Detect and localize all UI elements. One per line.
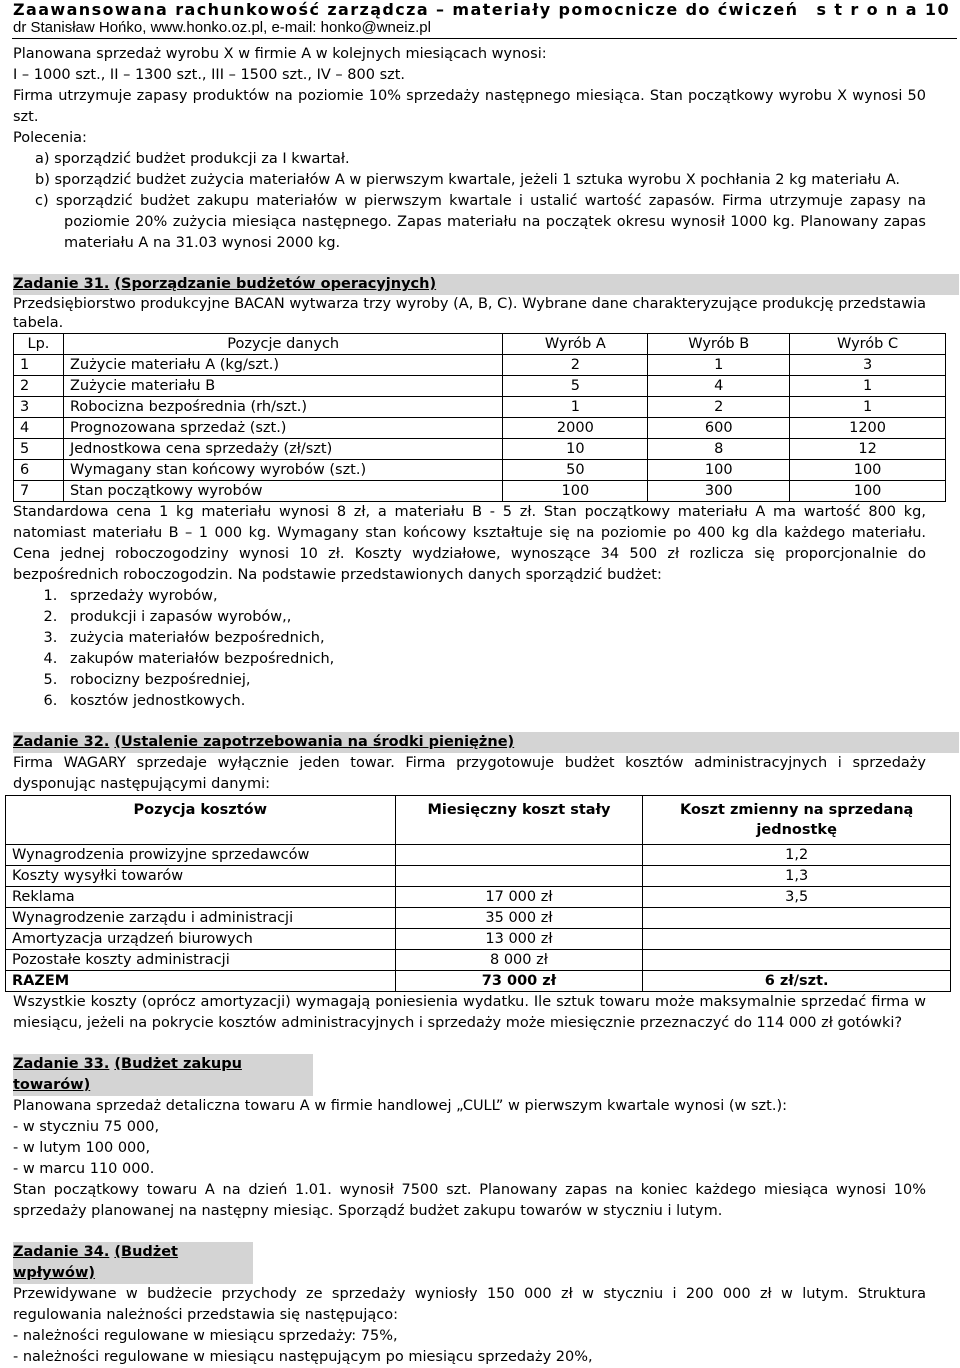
- col-header: Wyrób C: [790, 334, 946, 355]
- task-b: b) sporządzić budżet zużycia materiałów A w pierwszym kwartale, jeżeli 1 sztuka wyrobu X pochłania 2 kg materiału A.: [35, 172, 900, 188]
- table-cell: Prognozowana sprzedaż (szt.): [63, 418, 503, 439]
- table-row: [14, 481, 946, 502]
- table-header-row: [14, 334, 946, 355]
- list-item: - w lutym 100 000,: [13, 1140, 151, 1156]
- table-cell: Wynagrodzenie zarządu i administracji: [6, 908, 396, 929]
- table-cell: Amortyzacja urządzeń biurowych: [6, 929, 396, 950]
- table-cell: 300: [648, 481, 790, 502]
- table-total-row: [6, 971, 951, 992]
- table-cell: Koszty wysyłki towarów: [6, 866, 396, 887]
- table-cell: Zużycie materiału A (kg/szt.): [63, 355, 503, 376]
- table-header-row: [6, 796, 951, 845]
- z33-heading: [13, 1054, 313, 1096]
- z34-intro: Przewidywane w budżecie przychody ze sprzedaży wyniosły 150 000 zł w styczniu i 200 000 zł w lutym. Struktura regulowania należności przedstawia się następująco:: [13, 1286, 926, 1323]
- table-row: [14, 439, 946, 460]
- z32-title: (Ustalenie zapotrzebowania na środki pieniężne): [114, 734, 515, 750]
- table-cell: 3,5: [643, 887, 951, 908]
- list-item: 1. sprzedaży wyrobów,: [62, 586, 926, 607]
- table-cell: 2: [14, 376, 64, 397]
- list-item: - w marcu 110 000.: [13, 1161, 155, 1177]
- table-row: [6, 887, 951, 908]
- z31-budget-list: [13, 586, 926, 712]
- table-cell: 35 000 zł: [395, 908, 643, 929]
- table-cell: 100: [790, 481, 946, 502]
- intro-line-1: Planowana sprzedaż wyrobu X w firmie A w kolejnych miesiącach wynosi:: [13, 46, 547, 62]
- page-number: s t r o n a 10: [816, 0, 950, 19]
- header-divider: [12, 38, 957, 39]
- table-row: [6, 929, 951, 950]
- z33-intro: Planowana sprzedaż detaliczna towaru A w firmie handlowej „CULL” w pierwszym kwartale wynosi (w szt.):: [13, 1098, 788, 1114]
- table-cell: 73 000 zł: [395, 971, 643, 992]
- table-cell: Zużycie materiału B: [63, 376, 503, 397]
- task-c: c) sporządzić budżet zakupu materiałów w pierwszym kwartale i ustalić wartość zapasów. Firma utrzymuje zapasy na poziomie 20% zużycia miesiąca następnego. Zapas materiału na początek okresu wynosił 1000 kg. Planowany zapas materiału A na 31.03 wynosi 2000 kg.: [35, 193, 926, 251]
- table-cell: 2000: [503, 418, 648, 439]
- table-cell: [643, 908, 951, 929]
- table-row: [14, 355, 946, 376]
- table-cell: 4: [648, 376, 790, 397]
- table-cell: 8: [648, 439, 790, 460]
- table-row: [6, 866, 951, 887]
- table-cell: 13 000 zł: [395, 929, 643, 950]
- col-header: Pozycje danych: [63, 334, 503, 355]
- intro-paragraph: Firma utrzymuje zapasy produktów na poziomie 10% sprzedaży następnego miesiąca. Stan początkowy wyrobu X wynosi 50 szt.: [13, 88, 926, 125]
- table-cell: 4: [14, 418, 64, 439]
- table-cell: RAZEM: [6, 971, 396, 992]
- table-cell: Wymagany stan końcowy wyrobów (szt.): [63, 460, 503, 481]
- table-cell: 3: [790, 355, 946, 376]
- col-header: Lp.: [14, 334, 64, 355]
- intro-line-2: I – 1000 szt., II – 1300 szt., III – 1500 szt., IV – 800 szt.: [13, 67, 406, 83]
- table-cell: 100: [503, 481, 648, 502]
- table-cell: [395, 845, 643, 866]
- table-cell: [643, 929, 951, 950]
- z32-intro: Firma WAGARY sprzedaje wyłącznie jeden towar. Firma przygotowuje budżet kosztów administracyjnych i sprzedaży dysponując następującymi danymi:: [13, 755, 926, 792]
- table-cell: Stan początkowy wyrobów: [63, 481, 503, 502]
- z33-label: Zadanie 33.: [13, 1056, 110, 1072]
- list-item: 6. kosztów jednostkowych.: [62, 691, 926, 712]
- list-item: 5. robocizny bezpośredniej,: [62, 670, 926, 691]
- col-header: Koszt zmienny na sprzedaną jednostkę: [643, 796, 951, 845]
- table-row: [14, 418, 946, 439]
- z33-paragraph: Stan początkowy towaru A na dzień 1.01. wynosił 7500 szt. Planowany zapas na koniec każdego miesiąca wynosi 10% sprzedaży planowanej na następny miesiąc. Sporządź budżet zakupu towarów w styczniu i lutym.: [13, 1182, 926, 1219]
- z32-table: [5, 795, 951, 992]
- table-cell: [643, 950, 951, 971]
- z31-label: Zadanie 31.: [13, 276, 110, 292]
- table-cell: 10: [503, 439, 648, 460]
- table-cell: 3: [14, 397, 64, 418]
- table-cell: 17 000 zł: [395, 887, 643, 908]
- table-cell: Pozostałe koszty administracji: [6, 950, 396, 971]
- col-header: Wyrób B: [648, 334, 790, 355]
- table-row: [6, 845, 951, 866]
- z34-heading: [13, 1242, 253, 1284]
- list-item: 4. zakupów materiałów bezpośrednich,: [62, 649, 926, 670]
- list-item: - w styczniu 75 000,: [13, 1119, 160, 1135]
- list-item: - należności regulowane w miesiącu następującym po miesiącu sprzedaży 20%,: [13, 1349, 593, 1365]
- table-row: [14, 376, 946, 397]
- z31-title: (Sporządzanie budżetów operacyjnych): [114, 276, 437, 292]
- table-cell: 12: [790, 439, 946, 460]
- task-a: a) sporządzić budżet produkcji za I kwartał.: [35, 151, 350, 167]
- table-cell: 6: [14, 460, 64, 481]
- col-header: Miesięczny koszt stały: [395, 796, 643, 845]
- polecenia-label: Polecenia:: [13, 130, 87, 146]
- table-cell: Reklama: [6, 887, 396, 908]
- table-cell: 8 000 zł: [395, 950, 643, 971]
- table-row: [14, 397, 946, 418]
- z31-table: [13, 333, 946, 502]
- table-row: [6, 908, 951, 929]
- table-cell: 5: [14, 439, 64, 460]
- z31-heading: [13, 274, 959, 295]
- z31-paragraph: Standardowa cena 1 kg materiału wynosi 8 zł, a materiału B - 5 zł. Stan początkowy materiału A ma wartość 800 kg, natomiast materiału B – 1 000 kg. Wymagany stan końcowy kształtuje się na poziomie po 400 kg dla każdego materiału. Cena jednej roboczogodziny wynosi 10 zł. Koszty wydziałowe, wynoszące 34 500 zł rozlicza się proporcjonalnie do bezpośrednich roboczogodzin. Na podstawie przedstawionych danych sporządzić budżet:: [13, 504, 926, 583]
- table-cell: 6 zł/szt.: [643, 971, 951, 992]
- z34-title: (Budżet wpływów): [13, 1244, 178, 1281]
- z32-heading: [13, 732, 959, 753]
- content: [13, 44, 926, 1368]
- table-cell: 1,3: [643, 866, 951, 887]
- table-cell: 1200: [790, 418, 946, 439]
- z33-title: (Budżet zakupu towarów): [13, 1056, 242, 1093]
- table-cell: 1: [790, 397, 946, 418]
- z32-label: Zadanie 32.: [13, 734, 110, 750]
- table-cell: 2: [648, 397, 790, 418]
- table-cell: 50: [503, 460, 648, 481]
- col-header: Wyrób A: [503, 334, 648, 355]
- table-row: [6, 950, 951, 971]
- z31-intro: Przedsiębiorstwo produkcyjne BACAN wytwarza trzy wyroby (A, B, C). Wybrane dane charakteryzujące produkcję przedstawia tabela.: [13, 296, 926, 331]
- table-cell: Jednostkowa cena sprzedaży (zł/szt): [63, 439, 503, 460]
- z32-paragraph: Wszystkie koszty (oprócz amortyzacji) wymagają poniesienia wydatku. Ile sztuk towaru może maksymalnie sprzedać firma w miesiącu, jeżeli na pokrycie kosztów administracyjnych i sprzedaży może miesięcznie przeznaczyć do 114 000 zł gotówki?: [13, 994, 926, 1031]
- table-cell: 1: [790, 376, 946, 397]
- table-cell: 600: [648, 418, 790, 439]
- list-item: 3. zużycia materiałów bezpośrednich,: [62, 628, 926, 649]
- table-cell: 100: [648, 460, 790, 481]
- table-cell: 1: [648, 355, 790, 376]
- table-cell: 1: [503, 397, 648, 418]
- table-cell: 100: [790, 460, 946, 481]
- header-author: dr Stanisław Hońko, www.honko.oz.pl, e-mail: honko@wneiz.pl: [13, 19, 431, 36]
- table-cell: 1: [14, 355, 64, 376]
- table-cell: Wynagrodzenia prowizyjne sprzedawców: [6, 845, 396, 866]
- table-cell: 7: [14, 481, 64, 502]
- table-cell: 5: [503, 376, 648, 397]
- table-cell: Robocizna bezpośrednia (rh/szt.): [63, 397, 503, 418]
- table-cell: 2: [503, 355, 648, 376]
- z34-label: Zadanie 34.: [13, 1244, 110, 1260]
- col-header: Pozycja kosztów: [6, 796, 396, 845]
- header-title: Zaawansowana rachunkowość zarządcza – materiały pomocnicze do ćwiczeń: [13, 0, 799, 19]
- list-item: - należności regulowane w miesiącu sprzedaży: 75%,: [13, 1328, 398, 1344]
- table-cell: [395, 866, 643, 887]
- table-cell: 1,2: [643, 845, 951, 866]
- list-item: 2. produkcji i zapasów wyrobów,,: [62, 607, 926, 628]
- table-row: [14, 460, 946, 481]
